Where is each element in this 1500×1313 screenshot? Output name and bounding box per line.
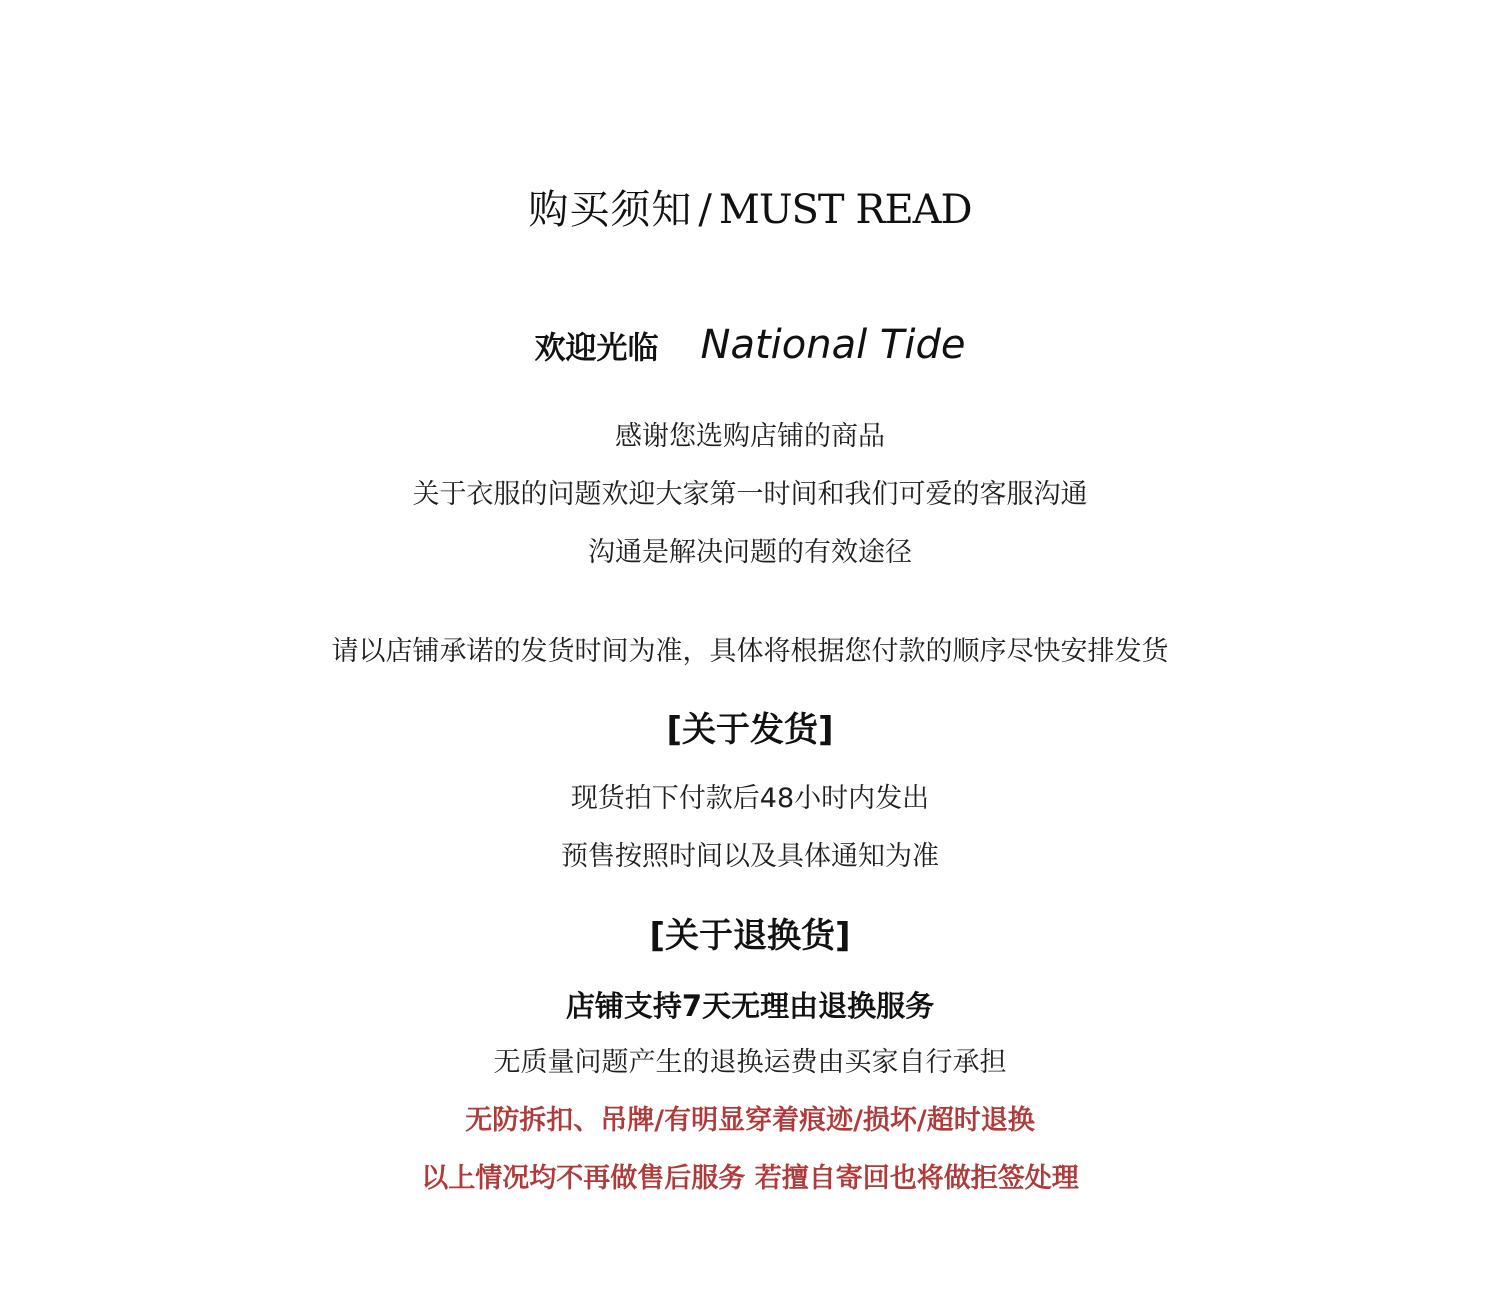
shipping-line-2: 预售按照时间以及具体通知为准 [561, 841, 939, 872]
page-title [0, 178, 1500, 235]
shipping-heading: [关于发货] [666, 710, 834, 750]
welcome-greeting: 欢迎光临 [534, 330, 659, 367]
returns-warning-2: 以上情况均不再做售后服务 若擅自寄回也将做拒签处理 [421, 1163, 1079, 1194]
brand-name: National Tide [700, 322, 966, 368]
title-en: MUST READ [718, 187, 972, 233]
returns-warning-1: 无防拆扣、吊牌/有明显穿着痕迹/损坏/超时退换 [465, 1105, 1035, 1136]
intro-line-2: 关于衣服的问题欢迎大家第一时间和我们可爱的客服沟通 [412, 479, 1088, 510]
shipping-notice: 请以店铺承诺的发货时间为准，具体将根据您付款的顺序尽快安排发货 [331, 636, 1169, 667]
intro-line-1: 感谢您选购店铺的商品 [615, 421, 885, 452]
title-cn: 购买须知 [528, 187, 693, 233]
title-separator: / [698, 187, 713, 233]
returns-policy: 店铺支持7天无理由退换服务 [565, 989, 935, 1023]
shipping-line-1: 现货拍下付款后48小时内发出 [570, 783, 930, 814]
returns-line-1: 无质量问题产生的退换运费由买家自行承担 [493, 1047, 1007, 1078]
returns-heading: [关于退换货] [649, 916, 851, 956]
welcome-line [0, 322, 1500, 368]
intro-line-3: 沟通是解决问题的有效途径 [588, 537, 912, 568]
